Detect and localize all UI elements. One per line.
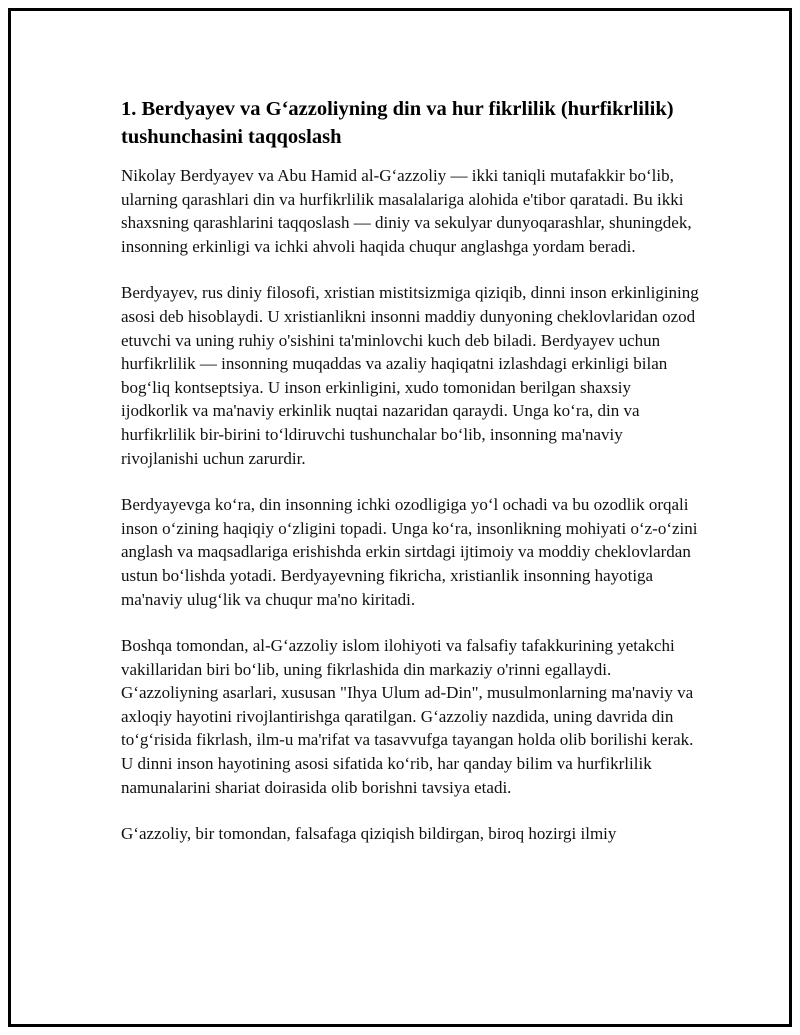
document-title: 1. Berdyayev va G‘azzoliyning din va hur fikrlilik (hurfikrlilik) tushunchasini taqqoslash: [121, 98, 674, 148]
page-frame: [8, 8, 792, 1027]
paragraph-gazzoliy-views: Boshqa tomondan, al-G‘azzoliy islom ilohiyoti va falsafiy tafakkurining yetakchi vakillaridan biri bo‘lib, uning fikrlashida din markaziy o'rinni egallaydi. G‘azzoliyning asarlari, xususan "Ihya Ulum ad-Din", musulmonlarning ma'naviy va axloqiy hayotini rivojlantirishga qaratilgan. G‘azzoliy nazdida, uning davrida din to‘g‘risida fikrlash, ilm-u ma'rifat va tasavvufga tayangan holda olib borilishi kerak. U dinni inson hayotining asosi sifatida ko‘rib, har qanday bilim va hurfikrlilik namunalarini shariat doirasida olib borishni tavsiya etadi.: [121, 636, 694, 797]
paragraph-berdyayev-views: Berdyayev, rus diniy filosofi, xristian mistitsizmiga qiziqib, dinni inson erkinligining asosi deb hisoblaydi. U xristianlikni insonni maddiy dunyoning cheklovlaridan ozod etuvchi va uning ruhiy o'sishini ta'minlovchi kuch deb biladi. Berdyayev uchun hurfikrlilik — insonning muqaddas va azaliy haqiqatni izlashdagi erkinligi bilan bog‘liq kontseptsiya. U inson erkinligini, xudo tomonidan berilgan shaxsiy ijodkorlik va ma'naviy erkinlik nuqtai nazaridan qaraydi. Unga ko‘ra, din va hurfikrlilik bir-birini to‘ldiruvchi tushunchalar bo‘lib, insonning ma'naviy rivojlanishi uchun zarurdir.: [121, 283, 699, 468]
paragraph-gazzoliy-philosophy: G‘azzoliy, bir tomondan, falsafaga qiziqish bildirgan, biroq hozirgi ilmiy: [121, 824, 617, 844]
paragraph-berdyayev-freedom: Berdyayevga ko‘ra, din insonning ichki ozodligiga yo‘l ochadi va bu ozodlik orqali inson o‘zining haqiqiy o‘zligini topadi. Unga ko‘ra, insonlikning mohiyati o‘z-o‘zini anglash va maqsadlariga erishishda erkin sirtdagi ijtimoiy va moddiy cheklovlardan ustun bo‘lishda yotadi. Berdyayevning fikricha, xristianlik insonning hayotiga ma'naviy ulug‘lik va chuqur ma'no kiritadi.: [121, 495, 698, 609]
document-body: [121, 95, 701, 846]
paragraph-intro: Nikolay Berdyayev va Abu Hamid al-G‘azzoliy — ikki taniqli mutafakkir bo‘lib, ularning qarashlari din va hurfikrlilik masalalariga alohida e'tibor qaratadi. Bu ikki shaxsning qarashlarini taqqoslash — diniy va sekulyar dunyoqarashlar, shuningdek, insonning erkinligi va ichki ahvoli haqida chuqur anglashga yordam beradi.: [121, 166, 692, 256]
